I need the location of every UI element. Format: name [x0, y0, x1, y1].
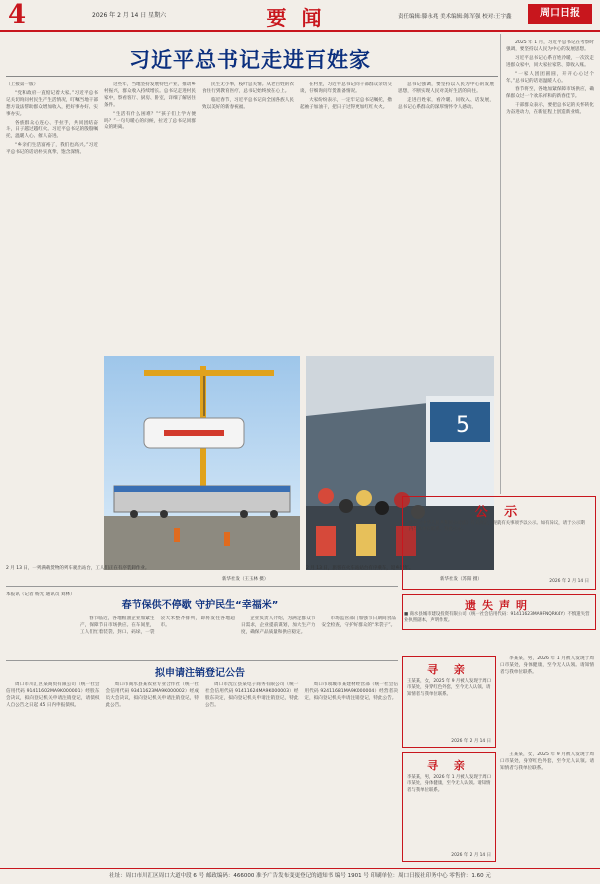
column-divider: [500, 34, 501, 494]
main-story-col-4: [300, 82, 392, 352]
right-story-column: [506, 40, 594, 492]
main-story-col-5: [398, 82, 494, 352]
paragraph: 临近春节，习近平总书记向全国各族人民致以美好的新春祝福。: [202, 97, 294, 110]
paragraph: “党和政府一直惦记着大家。”习近平总书记关切询问村民生产生活情况，叮嘱当地干部想方设法帮助群众增加收入，把好事办好、实事办实。: [6, 90, 98, 117]
notice-entry: 周口市商水县某农业专业合作社（统一社会信用代码 93411623MA9K000002）经成员大会决议，拟向登记机关申请注销登记，特此公告。: [105, 682, 199, 708]
paragraph: “乡亲们生活富裕了，我们也高兴。”习近平总书记的话语朴实真挚，饱含深情。: [6, 143, 98, 156]
paragraph: 走进百姓家，看冷暖、问收入、话发展，总书记心系群众的深厚情怀令人感动。: [398, 97, 494, 110]
page-footer: 社址：周口市川汇区周口大道中段 6 号 邮政编码：466000 准予广告发布变更登记的通知书 编号 1901 号 印刷单位：周口日报社印务中心 零售价：1.60 元: [0, 868, 600, 884]
notice-entry: 周口市沈丘县某电子商务有限公司（统一社会信用代码 91411624MA9K000003）经股东决定，拟向登记机关申请注销登记，特此公告。: [205, 682, 299, 708]
paragraph: 习近平总书记心系百姓冷暖，一次次走进群众家中，同大家拉家常、算收入账。: [506, 55, 594, 68]
paragraph: 企业负责人介绍，为满足群众节日需求，企业提前谋划，加大生产力度，确保产品质量和供应稳定。: [241, 616, 316, 635]
newspaper-logo: 周口日报: [528, 4, 592, 24]
main-story-col-1: [6, 82, 98, 552]
photo-left-caption: 2 月 13 日，一列满载货物的列车驶出站台，工人们正在有序装卸作业。: [6, 566, 150, 571]
train-cargo-image: [104, 356, 300, 570]
public-notice-date: 2026 年 2 月 14 日: [549, 578, 589, 584]
paragraph: 春节临近，各地粮油企业加紧生产，保障节日市场供应。在车间里，工人们忙着装袋、封口、码垛，一袋袋大米整齐排列，即将发往各地超市。: [80, 616, 235, 635]
seek-relatives-title-1: 寻 亲: [427, 663, 471, 676]
paragraph: “生活有什么困难？”“孩子们上学方便吗？”一句句暖心的问候，拉近了总书记同群众的距离。: [104, 111, 196, 131]
paragraph: 王某某，女，2025 年 9 月被人发现于周口市某处，身穿红色外套，至今无人认领。请知情者与我单位联系。: [500, 752, 594, 771]
page-number: 4: [8, 0, 27, 30]
photo-left-credit: 新华社发（王玉林 摄）: [222, 577, 269, 582]
photo-right-caption: 2 月 13 日，旅客在火车站站台有序乘车，返乡过年。: [306, 566, 414, 571]
paragraph: 这些年，当地坚持发展特色产业，推动乡村振兴，群众收入持续增长。总书记走进村民家中，察看客厅、厨房、卧室，详细了解居住条件。: [104, 82, 196, 108]
seek-relatives-body-2: 李某某，男，2026 年 1 月被人发现于周口市某处，身体健康，至今无人认领。请知情者与我单位联系。: [407, 775, 492, 793]
paragraph: 干部群众表示，要把总书记的关怀转化为奋进动力，在新征程上创造新业绩。: [506, 103, 594, 116]
cancel-notice-headline: 拟申请注销登记公告: [155, 668, 245, 679]
masthead: [0, 0, 600, 32]
section-divider: [6, 586, 398, 587]
paragraph: 总书记强调，要坚持以人民为中心的发展思想，不断实现人民对美好生活的向往。: [398, 82, 494, 94]
section-title: 要 闻: [266, 6, 326, 30]
photo-right-credit: 新华社发（苏阳 摄）: [440, 577, 482, 582]
paragraph: 2025 年 1 月，习近平总书记在考察时强调，要坚持以人民为中心的发展思想。: [506, 40, 594, 52]
editor-credits: 责任编辑:滕永兆 美术编辑:陈军强 校对:王宇鑫: [398, 14, 512, 20]
dateline: 本报讯（记者 杨光 通讯员 刘林）: [6, 592, 75, 597]
seek-relatives-continued: [500, 656, 594, 746]
paragraph: 民生无小事，枝叶总关情。从老百姓的衣食住行到教育医疗，总书记始终放在心上。: [202, 82, 294, 94]
seek-relatives-date-2: 2026 年 2 月 14 日: [451, 852, 491, 858]
paragraph: “一家人团团圆圆，开开心心过个年。”总书记的话语温暖人心。: [506, 71, 594, 84]
spring-story-dateline-block: [6, 592, 76, 652]
issue-date: 2026 年 2 月 14 日 星期六: [92, 12, 167, 19]
paragraph: 各族群众心连心、手拉手，共同团结奋斗，日子越过越红火。习近平总书记的殷殷嘱托，温暖人心、催人奋进。: [6, 120, 98, 140]
spring-story-headline: 春节保供不停歇 守护民生“幸福米”: [121, 600, 279, 611]
paragraph: 大家纷纷表示，一定牢记总书记嘱托，撸起袖子加油干，把日子过得更加红红火火。: [300, 97, 392, 110]
public-notice-box: [402, 496, 596, 590]
seek-relatives-box-1: [402, 656, 496, 748]
public-notice-title: 公 示: [474, 505, 524, 520]
photo-train-cargo: [104, 356, 300, 570]
loss-notice-body: ■ 商水县城市建设投资有限公司（统一社会信用代码：91411623MA9FNQRK4Y）不慎遗失营业执照副本，声明作废。: [404, 612, 590, 624]
svg-text:5: 5: [456, 413, 470, 438]
main-story-col-3: [202, 82, 294, 352]
main-headline: 习近平总书记走进百姓家: [129, 48, 371, 72]
seek-relatives-box-2: [402, 752, 496, 862]
loss-notice-title: 遗失声明: [465, 599, 533, 612]
dateline: （上接第一版）: [6, 82, 39, 87]
paragraph: 在村里，习近平总书记同干部群众亲切交谈，仔细询问年货准备情况。: [300, 82, 392, 94]
seek-relatives-title-2: 寻 亲: [427, 759, 471, 772]
headline-divider: [6, 76, 498, 77]
section-divider: [6, 660, 398, 661]
notice-entry: 周口市项城市某建材经营部（统一社会信用代码 92411681MA9K000004）经营者决定，拟向登记机关申请注销登记，特此公告。: [304, 682, 398, 701]
public-notice-body: 依照《中华人民共和国公司法》有关规定，现就有关事项予以公示。如有异议，请于公示期内与本单位联系。特此公示。: [409, 521, 585, 533]
paragraph: 春节将至，各地加紧保障市场供应，确保群众过一个欢乐祥和的新春佳节。: [506, 87, 594, 100]
seek-relatives-body-1: 王某某，女，2025 年 9 月被人发现于周口市某处，身穿红色外套，至今无人认领。请知情者与我单位联系。: [407, 679, 492, 697]
paragraph: 李某某，男，2026 年 1 月被人发现于周口市某处，身体健康，至今无人认领。请知情者与我单位联系。: [500, 656, 594, 675]
cancel-notice-entries: [6, 682, 398, 864]
notice-entry: 周口市川汇区某商贸有限公司（统一社会信用代码 91411602MA9K000001）经股东会决议，拟向登记机关申请注销登记，请债权人自公告之日起 45 日内申报债权。: [6, 682, 100, 708]
spring-story-body: [80, 616, 396, 656]
paragraph: 市场监管部门加强节日期间食品安全检查，守护好群众的“米袋子”。: [321, 616, 396, 628]
seek-relatives-aux: [500, 752, 594, 860]
seek-relatives-date-1: 2026 年 2 月 14 日: [451, 738, 491, 744]
